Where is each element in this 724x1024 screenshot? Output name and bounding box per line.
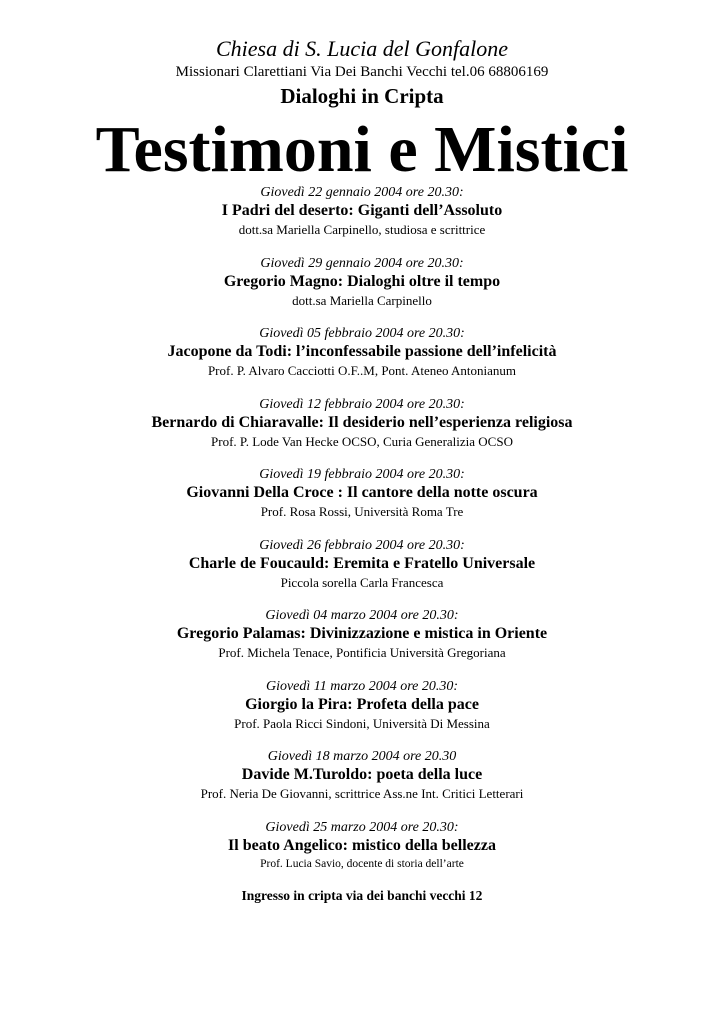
event-speaker: Prof. Lucia Savio, docente di storia dell’arte xyxy=(260,857,464,870)
event-speaker: Prof. P. Alvaro Cacciotti O.F..M, Pont. Ateneo Antonianum xyxy=(207,363,517,378)
event-date: Giovedì 18 marzo 2004 ore 20.30 xyxy=(267,749,457,764)
event-date: Giovedì 25 marzo 2004 ore 20.30: xyxy=(265,819,459,835)
event-item xyxy=(0,466,724,537)
event-date: Giovedì 11 marzo 2004 ore 20.30: xyxy=(265,678,459,694)
event-item xyxy=(0,184,724,255)
event-date: Giovedì 12 febbraio 2004 ore 20.30: xyxy=(259,396,465,412)
event-topic: Giorgio la Pira: Profeta della pace xyxy=(245,695,479,713)
event-item xyxy=(0,748,724,819)
event-topic: Il beato Angelico: mistico della bellezza xyxy=(228,836,496,854)
event-item xyxy=(0,325,724,396)
series-subtitle: Dialoghi in Cripta xyxy=(280,84,444,108)
event-item xyxy=(0,678,724,749)
event-list xyxy=(0,184,724,889)
address-line: Missionari Clarettiani Via Dei Banchi Vecchi tel.06 68806169 xyxy=(175,64,549,80)
event-date: Giovedì 26 febbraio 2004 ore 20.30: xyxy=(259,537,465,553)
event-date: Giovedì 22 gennaio 2004 ore 20.30: xyxy=(260,185,464,200)
event-date: Giovedì 19 febbraio 2004 ore 20.30: xyxy=(259,467,465,482)
event-speaker: Prof. P. Lode Van Hecke OCSO, Curia Generalizia OCSO xyxy=(211,433,513,449)
main-title: Testimoni e Mistici xyxy=(95,113,629,186)
event-topic: Gregorio Magno: Dialoghi oltre il tempo xyxy=(223,272,501,290)
event-item xyxy=(0,607,724,678)
event-date: Giovedì 04 marzo 2004 ore 20.30: xyxy=(265,608,459,623)
event-topic: Charle de Foucauld: Eremita e Fratello Universale xyxy=(188,554,536,572)
event-topic: Davide M.Turoldo: poeta della luce xyxy=(241,766,483,783)
event-item xyxy=(0,819,724,890)
event-topic: Giovanni Della Croce : Il cantore della notte oscura xyxy=(186,484,538,501)
event-speaker: Prof. Neria De Giovanni, scrittrice Ass.ne Int. Critici Letterari xyxy=(200,786,524,801)
event-speaker: dott.sa Mariella Carpinello, studiosa e scrittrice xyxy=(238,222,486,237)
event-topic: I Padri del deserto: Giganti dell’Assoluto xyxy=(221,202,503,219)
event-item xyxy=(0,537,724,608)
event-topic: Bernardo di Chiaravalle: Il desiderio nell’esperienza religiosa xyxy=(151,413,573,431)
event-topic: Gregorio Palamas: Divinizzazione e mistica in Oriente xyxy=(176,625,548,642)
event-speaker: Piccola sorella Carla Francesca xyxy=(280,574,444,590)
church-name: Chiesa di S. Lucia del Gonfalone xyxy=(215,36,509,61)
event-speaker: Prof. Paola Ricci Sindoni, Università Di Messina xyxy=(234,715,490,731)
event-speaker: Prof. Michela Tenace, Pontificia Università Gregoriana xyxy=(218,645,506,660)
event-speaker: Prof. Rosa Rossi, Università Roma Tre xyxy=(260,504,464,519)
entrance-note: Ingresso in cripta via dei banchi vecchi 12 xyxy=(241,888,483,903)
event-date: Giovedì 29 gennaio 2004 ore 20.30: xyxy=(260,255,464,271)
event-item xyxy=(0,255,724,326)
event-date: Giovedì 05 febbraio 2004 ore 20.30: xyxy=(259,326,465,341)
event-item xyxy=(0,396,724,467)
event-topic: Jacopone da Todi: l’inconfessabile passione dell’infelicità xyxy=(167,343,557,360)
event-speaker: dott.sa Mariella Carpinello xyxy=(292,292,432,308)
